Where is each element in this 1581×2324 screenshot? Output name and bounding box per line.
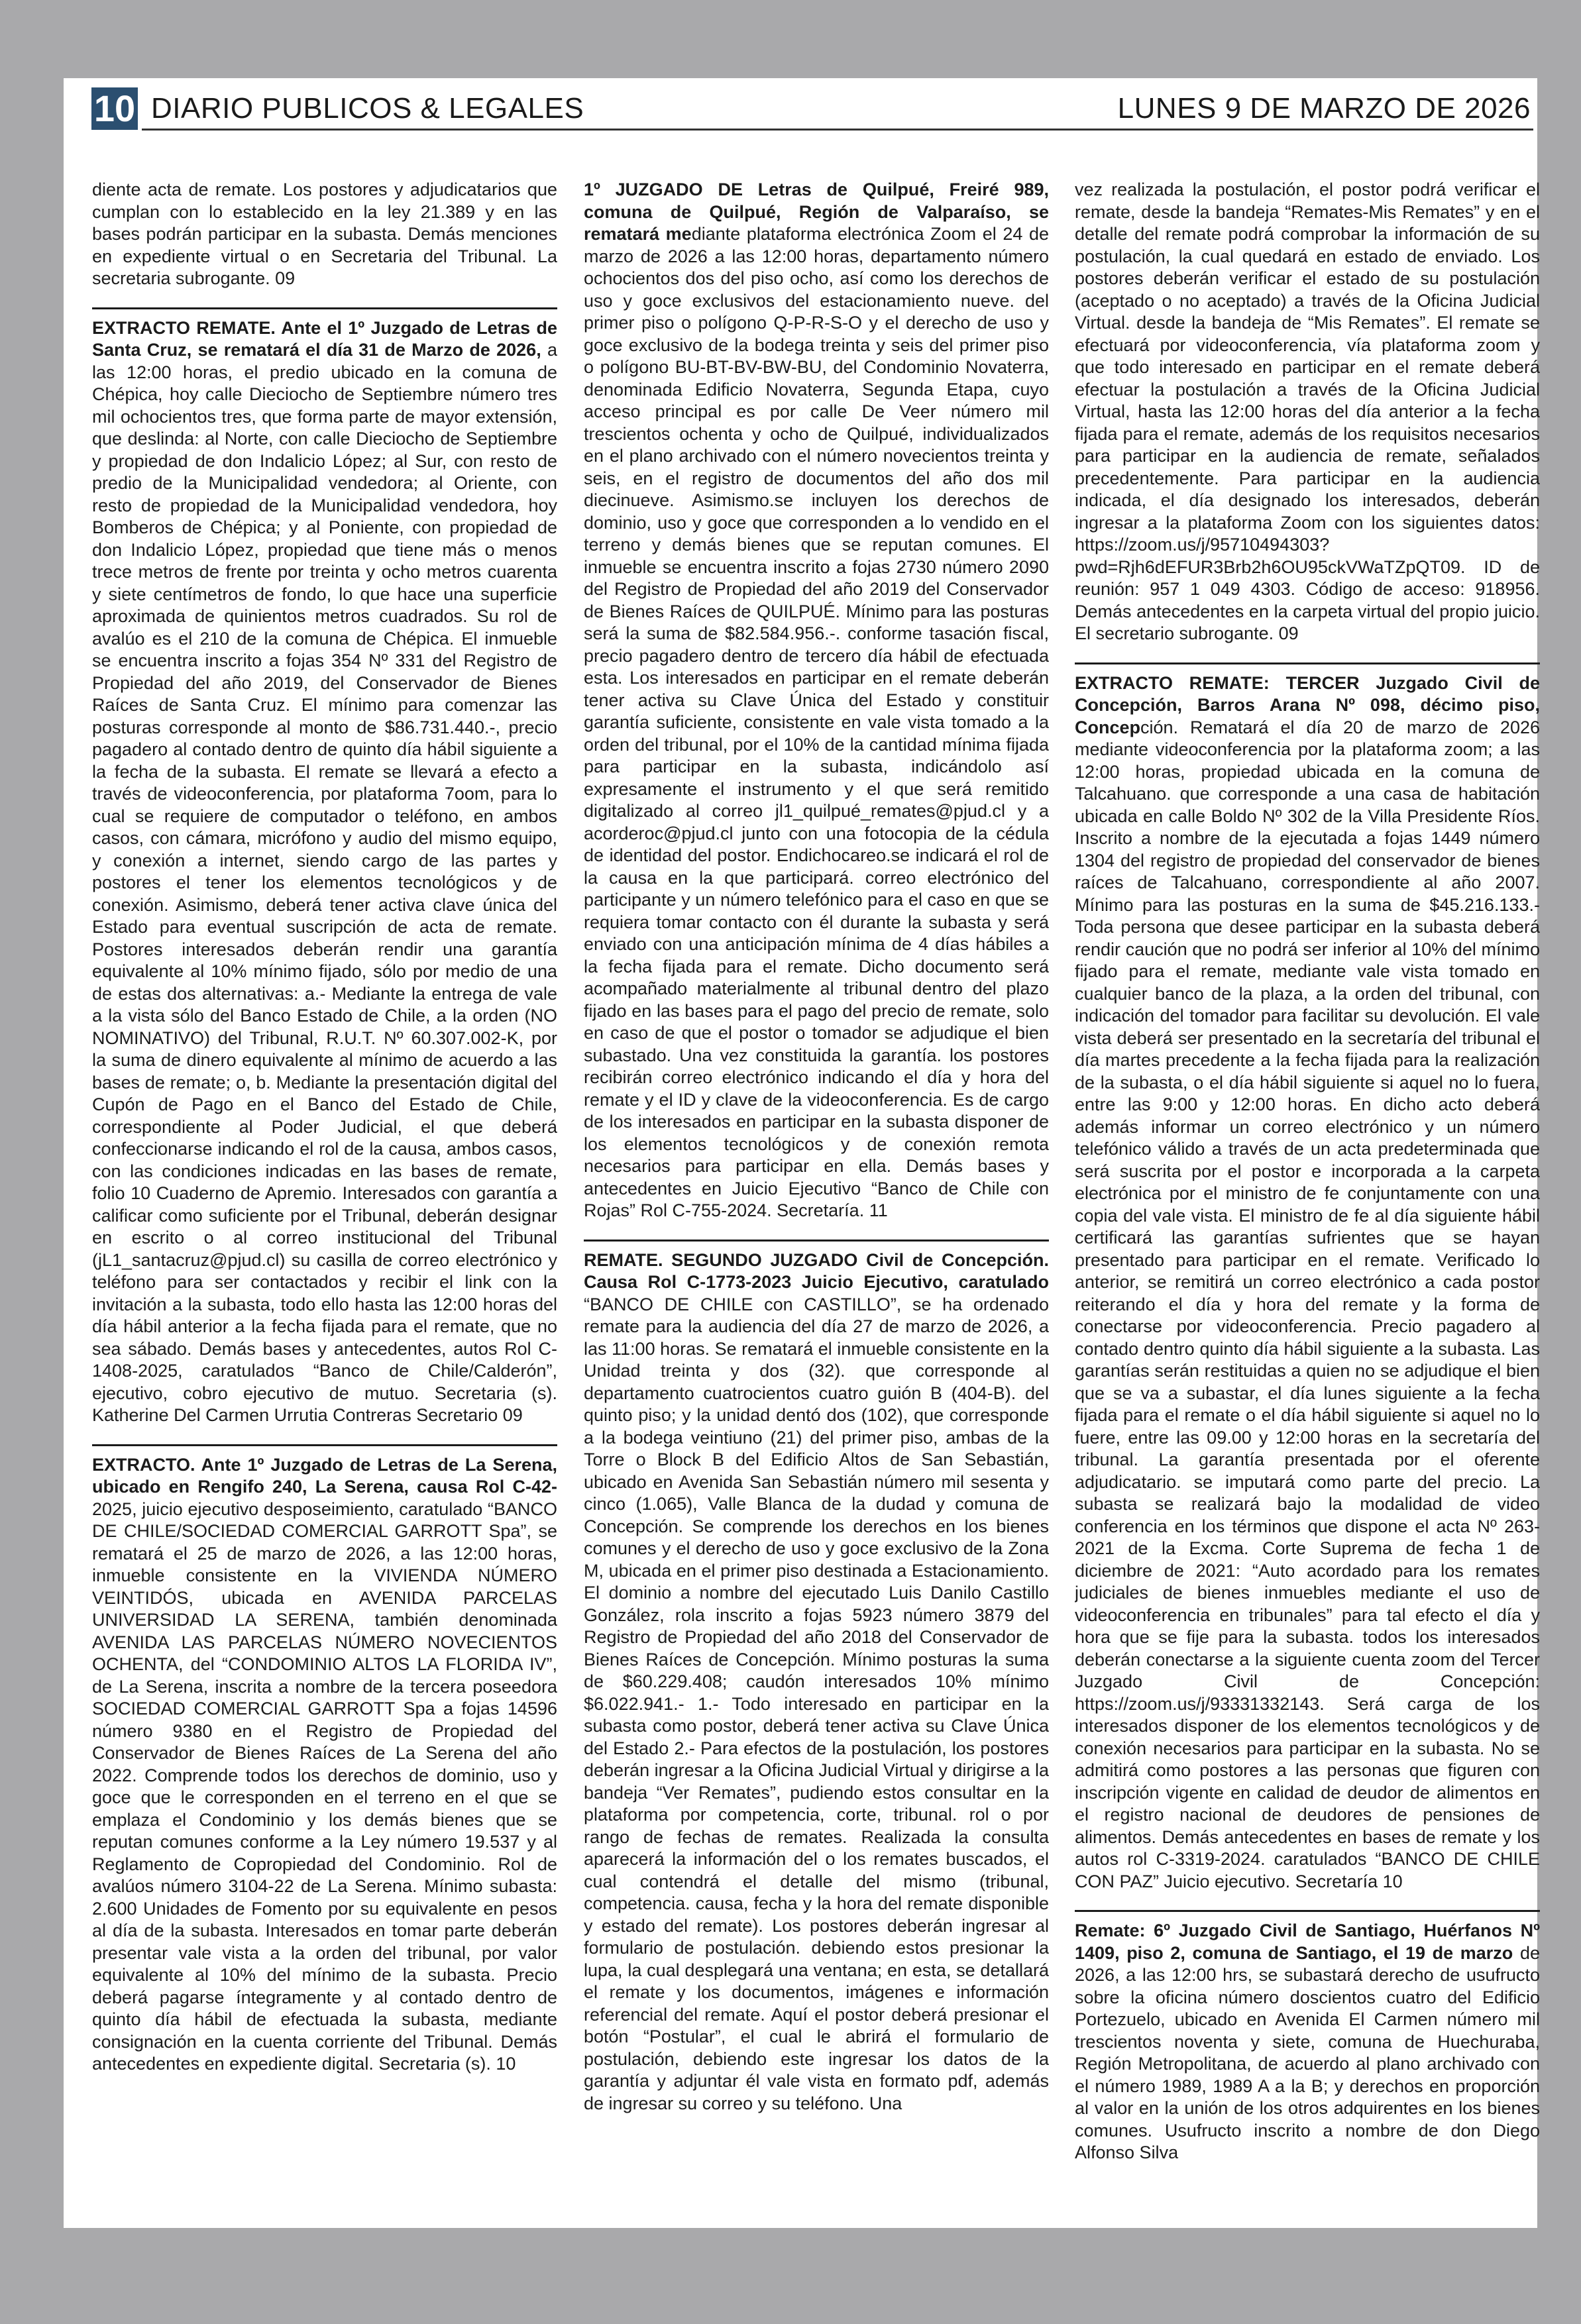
notice-heading: EXTRACTO. Ante 1º Juzgado de Letras de La Serena, ubicado en Rengifo 240, La Serena, causa Rol C-42-: [92, 1454, 557, 1497]
page-number: 10: [91, 87, 138, 130]
column-1: [92, 179, 557, 2219]
notice-heading: EXTRACTO REMATE: TERCER Juzgado Civil de Concepción, Barros Arana Nº 098, décimo piso, Concep: [1075, 672, 1540, 737]
notice-body: diante plataforma electrónica Zoom el 24 de marzo de 2026 a las 12:00 horas, departamento número ochocientos dos del piso ocho, así como los derechos de uso y goce exclusivos del estacionamiento nueve. del primer piso o polígono Q-P-R-S-O y el derecho de uso y goce exclusivo de la bodega treinta y seis del primer piso o polígono BU-BT-BV-BW-BU, del Condominio Novaterra, denominada Edificio Novaterra, Segunda Etapa, cuyo acceso principal es por calle De Veer número mil trescientos ochenta y ocho de Quilpué, individualizados en el plano archivado con el número novecientos treinta y seis, en el registro de documentos del año dos mil diecinueve. Asimismo.se incluyen los derechos de dominio, uso y goce que corresponden a lo vendido en el terreno y demás bienes que se reputan comunes. El inmueble se encuentra inscrito a fojas 2730 número 2090 del Registro de Propiedad del año 2019 del Conservador de Bienes Raíces de QUILPUÉ. Mínimo para las posturas será la suma de $82.584.956.-. conforme tasación fiscal, precio pagadero dentro de tercero día hábil de efectuada esta. Los interesados en participar en el remate deberán tener activa su Clave Única del Estado y constituir garantía suficiente, consistente en vale vista tomado a la orden del tribunal, por el 10% de la cantidad mínima fijada para participar en la subasta, indicándolo así expresamente el instrumento y el que será remitido digitalizado al correo jl1_quilpué_remates@pjud.cl y a acorderoc@pjud.cl junto con una fotocopia de la cédula de identidad del postor. Endichocareo.se indicará el rol de la causa en la que participará. correo electrónico del participante y un número telefónico para el caso en que se requiera tomar contacto con él durante la subasta y será enviado con una anticipación mínima de 4 días hábiles a la fecha fijada para el remate. Dicho documento será acompañado materialmente al tribunal dentro del plazo fijado en las bases para el pago del precio de remate, solo en caso de que el postor o tomador se adjudique el bien subastado. Una vez constituida la garantía. los postores recibirán correo electrónico indicando el día y hora del remate y el ID y clave de la videoconferencia. Es de cargo de los interesados en participar en la subasta disponer de los elementos tecnológicos y de conexión remota necesarios para participar en ella. Demás bases y antecedentes en Juicio Ejecutivo “Banco de Chile con Rojas” Rol C-755-2024. Secretaría. 11: [584, 224, 1049, 1220]
newspaper-page: [64, 78, 1540, 2228]
column-2: [584, 179, 1049, 2219]
masthead: [64, 78, 1537, 135]
publication-title: DIARIO PUBLICOS & LEGALES: [151, 92, 584, 125]
notice-body: “BANCO DE CHILE con CASTILLO”, se ha ordenado remate para la audiencia del día 27 de marzo de 2026, a las 11:00 horas. Se rematará el inmueble consistente en la Unidad treinta y dos (32). que corresponde al departamento cuatrocientos cuatro guión B (404-B). del quinto piso; y la unidad dentó dos (102), que corresponde a la bodega veintiuno (21) del primer piso, ambas de la Torre o Block B del Edificio Altos de San Sebastián, ubicado en Avenida San Sebastián número mil sesenta y cinco (1.065), Valle Blanca de la dudad y comuna de Concepción. Se comprende los derechos en los bienes comunes y el derecho de uso y goce exclusivo de la Zona M, ubicada en el primer piso destinada a Estacionamiento. El dominio a nombre del ejecutado Luis Danilo Castillo González, rola inscrito a fojas 5923 número 3879 del Registro de Propiedad del año 2018 del Conservador de Bienes Raíces de Concepción. Mínimo posturas la suma de $60.229.408; caudón interesados 10% mínimo $6.022.941.- 1.- Todo interesado en participar en la subasta como postor, deberá tener activa su Clave Única del Estado 2.- Para efectos de la postulación, los postores deberán ingresar a la Oficina Judicial Virtual y dirigirse a la bandeja “Ver Remates”, pudiendo estos consultar en la plataforma por competencia, corte, tribunal. rol o por rango de fechas de remates. Realizada la consulta aparecerá la información del o los remates buscados, el cual contendrá el detalle del mismo (tribunal, competencia. causa, fecha y la hora del remate disponible y estado del remate). Los postores deberán ingresar al formulario de postulación. debiendo estos presionar la lupa, la cual desplegará una ventana; en esta, se detallará el remate y los documentos, imágenes e información referencial del remate. Aquí el postor deberá presionar el botón “Postular”, el cual le abrirá el formulario de postulación, debiendo este ingresar los datos de la garantía y adjuntar él vale vista en formato pdf, además de ingresar su correo y su teléfono. Una: [584, 1294, 1049, 2113]
legal-notice: [1075, 1910, 1540, 2164]
notice-body: ción. Rematará el día 20 de marzo de 2026 mediante videoconferencia por la plataforma zoom; a las 12:00 horas, propiedad ubicada en la comuna de Talcahuano. que corresponde a una casa de habitación ubicada en calle Boldo Nº 302 de la Villa Presidente Ríos. Inscrito a nombre de la ejecutada a fojas 1449 número 1304 del registro de propiedad del conservador de bienes raíces de Talcahuano, correspondiente al año 2007. Mínimo para las posturas en la suma de $45.216.133.-Toda persona que desee participar en la subasta deberá rendir caución que no podrá ser inferior al 10% del mínimo fijado para el remate, mediante vale vista tomado en cualquier banco de la plaza, a la orden del tribunal, con indicación del tomador para facilitar su devolución. El vale vista deberá ser presentado en la secretaría del tribunal el día martes precedente a la fecha fijada para la realización de la subasta, o el día hábil siguiente si aquel no lo fuera, entre las 9:00 y 12:00 horas. En dicho acto deberá además informar un correo electrónico y un número telefónico válido a través de un acta predeterminada que será suscrita por el postor e incorporada a la carpeta electrónica por el ministro de fe conjuntamente con una copia del vale vista. El ministro de fe al día siguiente hábil certificará las garantías sufrientes que se hayan presentado para participar en el remate. Verificado lo anterior, se remitirá un correo electrónico a cada postor reiterando el día y hora del remate y la forma de conectarse por videoconferencia. Precio pagadero al contado dentro quinto día hábil siguiente a la subasta. Las garantías serán restituidas a quien no se adjudique el bien que se va a subastar, el día lunes siguiente a la fecha fijada para el remate o el día hábil siguiente si aquel no lo fuere, entre las 09.00 y 12:00 horas en la secretaría del tribunal. La garantía presentada por el oferente adjudicatario. se imputará como parte del precio. La subasta se realizará bajo la modalidad de video conferencia en los términos que dispone el acta Nº 263-2021 de la Excma. Corte Suprema de fecha 1 de diciembre de 2021: “Auto acordado para los remates judiciales de bienes inmuebles mediante el uso de videoconferencia en tribunales” para tal efecto el día y hora que se fije para la subasta. todos los interesados deberán conectarse a la siguiente cuenta zoom del Tercer Juzgado Civil de Concepción: https://zoom.us/j/93331332143. Será carga de los interesados disponer de los elementos tecnológicos y de conexión necesarios para participar en la subasta. No se admitirá como postores a las personas que figuren con inscripción vigente en calidad de deudor de alimentos en el registro nacional de deudores de pensiones de alimentos. Demás antecedentes en bases de remate y los autos rol C-3319-2024. caratulados “BANCO DE CHILE CON PAZ” Juicio ejecutivo. Secretaría 10: [1075, 717, 1540, 1891]
legal-notice: [584, 1240, 1049, 2115]
notice-body: diente acta de remate. Los postores y adjudicatarios que cumplan con lo establecido en la ley 21.389 y en las bases podrán participar en la subasta. Demás menciones en expediente virtual o en Secretaria del Tribunal. La secretaria subrogante. 09: [92, 180, 557, 288]
notice-body: 2025, juicio ejecutivo desposeimiento, caratulado “BANCO DE CHILE/SOCIEDAD COMERCIAL GARROTT Spa”, se rematará el 25 de marzo de 2026, a las 12:00 horas, inmueble consistente en la VIVIENDA NÚMERO VEINTIDÓS, ubicada en AVENIDA PARCELAS UNIVERSIDAD LA SERENA, también denominada AVENIDA LAS PARCELAS NÚMERO NOVECIENTOS OCHENTA, del “CONDOMINIO ALTOS LA FLORIDA IV”, de La Serena, inscrita a nombre de la tercera poseedora SOCIEDAD COMERCIAL GARROTT Spa a fojas 14596 número 9380 en el Registro de Propiedad del Conservador de Bienes Raíces de La Serena del año 2022. Comprende todos los derechos de dominio, uso y goce que le corresponden en el terreno en el que se emplaza el Condominio y los demás bienes que se reputan comunes conforme a la Ley número 19.537 y al Reglamento de Copropiedad del Condominio. Rol de avalúos número 3104-22 de La Serena. Mínimo subasta: 2.600 Unidades de Fomento por su equivalente en pesos al día de la subasta. Interesados en tomar parte deberán presentar vale vista a la orden del tribunal, por valor equivalente al 10% del mínimo de la subasta. Precio deberá pagarse íntegramente y al contado dentro de quinto día hábil de efectuada la subasta, mediante consignación en la cuenta corriente del Tribunal. Demás antecedentes en expediente digital. Secretaria (s). 10: [92, 1499, 557, 2074]
notice-body: de 2026, a las 12:00 hrs, se subastará derecho de usufructo sobre la oficina número doscientos cuatro del Edificio Portezuelo, ubicado en Avenida El Carmen número mil trescientos noventa y siete, comuna de Huechuraba, Región Metropolitana, de acuerdo al plano archivado con el número 1989, 1989 A a la B; y derechos en proporción al valor en la unión de los otros adquirentes en los bienes comunes. Usufructo inscrito a nombre de don Diego Alfonso Silva: [1075, 1942, 1540, 2162]
notice-body: vez realizada la postulación, el postor podrá verificar el remate, desde la bandeja “Remates-Mis Remates” y en el detalle del remate podrá comprobar la información de su postulación, la cual quedará en estado de enviado. Los postores deberán verificar el estado de su postulación (aceptado o no aceptado) a través de la Oficina Judicial Virtual. desde la bandeja de “Mis Remates”. El remate se efectuará por videoconferencia, vía plataforma zoom y que todo interesado en participar en el remate deberá efectuar la postulación a través de la Oficina Judicial Virtual, hasta las 12:00 horas del día anterior a la fecha fijada para el remate, además de los requisitos necesarios para participar en la audiencia de remate, señalados precedentemente. Para participar en la audiencia indicada, el día designado los interesados, deberán ingresar a la plataforma Zoom con los siguientes datos: https://zoom.us/j/95710494303?pwd=Rjh6dEFUR3Brb2h6OU95ckVWaTZpQT09. ID de reunión: 957 1 049 4303. Código de acceso: 918956. Demás antecedentes en la carpeta virtual del propio juicio. El secretario subrogante. 09: [1075, 180, 1540, 643]
legal-notice: [1075, 179, 1540, 645]
issue-date: LUNES 9 DE MARZO DE 2026: [1117, 92, 1531, 125]
header-rule: [142, 129, 1533, 131]
notice-heading: 1º JUZGADO DE Letras de Quilpué, Freiré 989, comuna de Quilpué, Región de Valparaíso, se rematará me: [584, 180, 1049, 244]
notice-body: a las 12:00 horas, el predio ubicado en la comuna de Chépica, hoy calle Dieciocho de Septiembre número tres mil ochocientos tres, que forma parte de mayor extensión, que deslinda: al Norte, con calle Dieciocho de Septiembre y propiedad de don Indalicio López; al Sur, con resto de predio de la Municipalidad vendedora; al Oriente, con resto de propiedad de la Municipalidad vendedora, hoy Bomberos de Chépica; y al Poniente, con propiedad de don Indalicio López, propiedad que tiene más o menos trece metros de frente por treinta y ocho metros cuarenta y siete centímetros de fondo, lo que hace una superficie aproximada de quinientos metros cuadrados. Su rol de avalúo es el 210 de la comuna de Chépica. El inmueble se encuentra inscrito a fojas 354 Nº 331 del Registro de Propiedad del año 2019, del Conservador de Bienes Raíces de Santa Cruz. El mínimo para comenzar las posturas corresponde al monto de $86.731.440.-, precio pagadero al contado dentro de quinto día hábil siguiente a la fecha de la subasta. El remate se llevará a efecto a través de videoconferencia, por plataforma 7oom, para lo cual se requiere de computador o teléfono, en ambos casos, con cámara, micrófono y audio del mismo equipo, y conexión a internet, siendo cargo de las partes y postores el tener los elementos tecnológicos y de conexión. Asimismo, deberá tener activa clave única del Estado para eventual suscripción de acta de remate. Postores interesados deberán rendir una garantía equivalente al 10% mínimo fijado, sólo por medio de una de estas dos alternativas: a.- Mediante la entrega de vale a la vista sólo del Banco Estado de Chile, a la orden (NO NOMINATIVO) del Tribunal, R.U.T. Nº 60.307.002-K, por la suma de dinero equivalente al mínimo de acuerdo a las bases de remate; o, b. Mediante la presentación digital del Cupón de Pago en el Banco del Estado de Chile, correspondiente al Poder Judicial, el que deberá confeccionarse indicando el rol de la causa, ambos casos, con las condiciones indicadas en las bases de remate, folio 10 Cuaderno de Apremio. Interesados con garantía a calificar como suficiente por el Tribunal, deberán designar en escrito o al correo institucional del Tribunal (jL1_santacruz@pjud.cl) su casilla de correo electrónico y teléfono para ser contactados y recibir el link con la invitación a la subasta, todo ello hasta las 12:00 horas del día hábil anterior a la fecha fijada para el remate, que no sea sábado. Demás bases y antecedentes, autos Rol C-1408-2025, caratulados “Banco de Chile/Calderón”, ejecutivo, cobro ejecutivo de mutuo. Secretaria (s). Katherine Del Carmen Urrutia Contreras Secretario 09: [92, 340, 557, 1425]
legal-notice: [92, 307, 557, 1427]
column-3: [1075, 179, 1540, 2219]
legal-notice: [1075, 662, 1540, 1893]
notice-heading: EXTRACTO REMATE. Ante el 1º Juzgado de Letras de Santa Cruz, se rematará el día 31 de Marzo de 2026,: [92, 317, 557, 360]
legal-notice: [584, 179, 1049, 1222]
notice-heading: Remate: 6º Juzgado Civil de Santiago, Huérfanos Nº 1409, piso 2, comuna de Santiago, el 19 de marzo: [1075, 1921, 1540, 1963]
legal-notice: [92, 1444, 557, 2076]
notice-heading: REMATE. SEGUNDO JUZGADO Civil de Concepción. Causa Rol C-1773-2023 Juicio Ejecutivo, caratulado: [584, 1249, 1049, 1292]
legal-notice: [92, 179, 557, 290]
